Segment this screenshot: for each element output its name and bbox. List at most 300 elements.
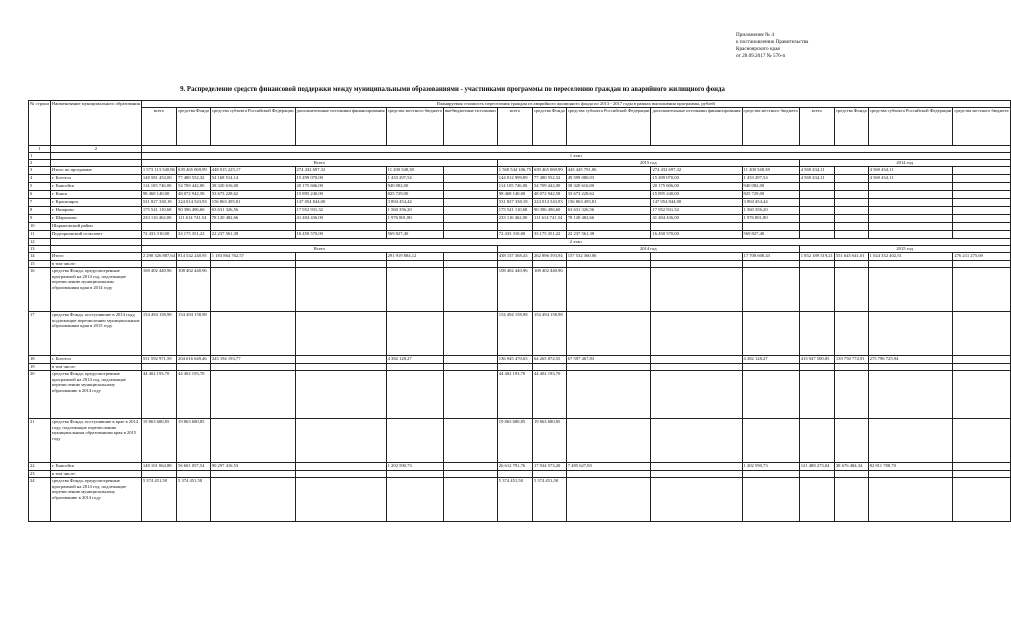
header-column: средства Фонда xyxy=(532,108,566,146)
year-label: 2014 год xyxy=(497,245,799,252)
amount-cell xyxy=(443,311,497,355)
row-number: 8 xyxy=(29,206,51,214)
amount-cell xyxy=(295,418,386,462)
amount-cell xyxy=(868,311,953,355)
amount-cell xyxy=(141,260,176,267)
amount-cell xyxy=(953,311,1010,355)
amount-cell xyxy=(443,198,497,206)
amount-cell: 72 433 310,00 xyxy=(141,230,176,238)
table-row xyxy=(29,311,1011,355)
amount-cell: 111 614 741,54 xyxy=(532,214,566,222)
amount-cell: 15 895 240,00 xyxy=(295,190,386,198)
amount-cell xyxy=(141,363,176,370)
amount-cell: 17 924 573,20 xyxy=(532,462,566,470)
amount-cell xyxy=(566,222,651,230)
amount-cell xyxy=(295,470,386,477)
amount-cell xyxy=(651,267,742,311)
header-column: всего xyxy=(141,108,176,146)
amount-cell xyxy=(443,252,497,260)
total-label: Всего xyxy=(141,245,497,252)
column-number: 1 xyxy=(29,146,51,153)
amount-cell: 531 827 338,18 xyxy=(141,198,176,206)
table-row xyxy=(29,470,1011,477)
amount-cell: 448 015 225,17 xyxy=(210,166,295,174)
row-number: 9 xyxy=(29,214,51,222)
table-row xyxy=(29,462,1011,470)
table-row xyxy=(29,182,1011,190)
amount-cell: 1 433 297,54 xyxy=(742,174,799,182)
amount-cell: 41 404 436,00 xyxy=(295,214,386,222)
amount-cell: 1 433 297,54 xyxy=(386,174,443,182)
municipality-name: Подгорновский сельсовет xyxy=(50,230,141,238)
amount-cell: 98 468 140,00 xyxy=(497,190,532,198)
amount-cell: 1 202 590,73 xyxy=(386,462,443,470)
amount-cell: 276 211 275,69 xyxy=(953,252,1010,260)
row-number: 17 xyxy=(29,311,51,355)
table-row xyxy=(29,252,1011,260)
amount-cell: 5 374 451,58 xyxy=(177,477,211,521)
stage-2-label: 2 этап xyxy=(141,238,1010,245)
municipality-name: г. Красноярск xyxy=(50,198,141,206)
amount-cell: 33 673 228,62 xyxy=(566,190,651,198)
amount-cell xyxy=(497,260,532,267)
stage-1-label: 1 этап xyxy=(141,152,1010,159)
amount-cell xyxy=(868,182,953,190)
amount-cell: 551 592 971,59 xyxy=(141,355,176,363)
amount-cell xyxy=(386,477,443,521)
amount-cell: 4 282 128,27 xyxy=(742,355,799,363)
amount-cell: 4 569 434,11 xyxy=(799,174,834,182)
amount-cell xyxy=(953,418,1010,462)
amount-cell: 639 465 069,99 xyxy=(532,166,566,174)
amount-cell: 20 175 606,00 xyxy=(295,182,386,190)
amount-cell xyxy=(295,222,386,230)
amount-cell xyxy=(651,363,742,370)
amount-cell: 16 450 570,00 xyxy=(651,230,742,238)
amount-cell xyxy=(177,260,211,267)
amount-cell xyxy=(532,260,566,267)
amount-cell xyxy=(651,477,742,521)
amount-cell xyxy=(295,311,386,355)
amount-cell: 154 494 158,98 xyxy=(532,311,566,355)
amount-cell: 940 082,00 xyxy=(386,182,443,190)
header-column: всего xyxy=(497,108,532,146)
table-row xyxy=(29,222,1011,230)
header-column: всего xyxy=(799,108,834,146)
amount-cell: 19 863 680,85 xyxy=(177,418,211,462)
amount-cell xyxy=(566,260,651,267)
amount-cell xyxy=(799,230,834,238)
amount-cell: 19 863 680,85 xyxy=(141,418,176,462)
amount-cell: 148 581 454,00 xyxy=(141,174,176,182)
amount-cell: 262 896 593,94 xyxy=(532,252,566,260)
amount-cell: 147 054 844,00 xyxy=(295,198,386,206)
amount-cell xyxy=(443,477,497,521)
appendix-line: к постановлению Правительства xyxy=(736,39,809,45)
municipality-name: Итого xyxy=(50,252,141,260)
amount-cell xyxy=(443,470,497,477)
amount-cell: 1 183 864 762,57 xyxy=(210,252,295,260)
amount-cell xyxy=(953,198,1010,206)
amount-cell: 274 432 697,32 xyxy=(651,166,742,174)
header-column: средства местного бюджета xyxy=(742,108,799,146)
amount-cell xyxy=(868,370,953,418)
amount-cell: 291 919 884,12 xyxy=(386,252,443,260)
amount-cell xyxy=(443,166,497,174)
amount-cell xyxy=(386,370,443,418)
amount-cell: 4 569 434,11 xyxy=(799,166,834,174)
amount-cell: 940 082,00 xyxy=(742,182,799,190)
row-number: 24 xyxy=(29,477,51,521)
municipality-name: г. Боготол xyxy=(50,174,141,182)
amount-cell xyxy=(953,230,1010,238)
amount-cell xyxy=(834,311,868,355)
amount-cell xyxy=(834,230,868,238)
municipality-name: г. Канск xyxy=(50,190,141,198)
amount-cell xyxy=(210,260,295,267)
amount-cell xyxy=(953,355,1010,363)
amount-cell xyxy=(799,418,834,462)
amount-cell: 343 194 193,77 xyxy=(210,355,295,363)
table-row xyxy=(29,370,1011,418)
amount-cell xyxy=(443,267,497,311)
amount-cell xyxy=(210,370,295,418)
amount-cell: 224 014 543,93 xyxy=(532,198,566,206)
amount-cell xyxy=(566,477,651,521)
amount-cell: 44 402 193,70 xyxy=(497,370,532,418)
amount-cell: 814 542 240,95 xyxy=(177,252,211,260)
total-label: Всего xyxy=(141,159,497,166)
header-column: внебюджетные источники xyxy=(443,108,497,146)
amount-cell xyxy=(868,214,953,222)
amount-cell: 16 450 570,00 xyxy=(295,230,386,238)
amount-cell: 78 120 482,66 xyxy=(210,214,295,222)
amount-cell: 4 382 128,27 xyxy=(386,355,443,363)
amount-cell xyxy=(295,355,386,363)
amount-cell xyxy=(868,260,953,267)
amount-cell xyxy=(834,190,868,198)
amount-cell xyxy=(953,174,1010,182)
row-number: 19 xyxy=(29,363,51,370)
header-column: средства Фонда xyxy=(177,108,211,146)
amount-cell: 108 402 440,96 xyxy=(141,267,176,311)
amount-cell: 11 200 548,38 xyxy=(742,166,799,174)
amount-cell xyxy=(868,230,953,238)
amount-cell xyxy=(497,470,532,477)
amount-cell xyxy=(799,182,834,190)
row-number: 1 xyxy=(29,152,51,159)
amount-cell xyxy=(953,462,1010,470)
amount-cell: 175 541 110,68 xyxy=(141,206,176,214)
amount-cell: 44 402 193,70 xyxy=(141,370,176,418)
amount-cell xyxy=(953,370,1010,418)
amount-cell xyxy=(742,260,799,267)
amount-cell xyxy=(953,260,1010,267)
row-number: 14 xyxy=(29,252,51,260)
amount-cell: 22 237 561,38 xyxy=(566,230,651,238)
amount-cell xyxy=(651,355,742,363)
appendix-note xyxy=(736,32,808,60)
table-row xyxy=(29,174,1011,182)
amount-cell: 114 105 746,00 xyxy=(141,182,176,190)
row-number: 16 xyxy=(29,267,51,311)
amount-cell: 154 494 158,98 xyxy=(141,311,176,355)
amount-cell xyxy=(868,418,953,462)
amount-cell xyxy=(210,363,295,370)
header-column: средства субъекта Российской Федерации xyxy=(210,108,295,146)
amount-cell: 569 827,40 xyxy=(386,230,443,238)
amount-cell: 3 894 454,44 xyxy=(742,198,799,206)
amount-cell: 639 465 069,99 xyxy=(177,166,211,174)
amount-cell xyxy=(566,370,651,418)
amount-cell: 114 105 746,00 xyxy=(497,182,532,190)
municipality-name: в том числе: xyxy=(50,260,141,267)
amount-cell xyxy=(177,222,211,230)
amount-cell xyxy=(953,477,1010,521)
amount-cell xyxy=(799,477,834,521)
amount-cell xyxy=(386,311,443,355)
amount-cell xyxy=(953,267,1010,311)
amount-cell: 1 852 189 519,21 xyxy=(799,252,834,260)
amount-cell xyxy=(443,190,497,198)
amount-cell xyxy=(443,363,497,370)
amount-cell xyxy=(443,260,497,267)
row-number: 20 xyxy=(29,370,51,418)
amount-cell xyxy=(210,222,295,230)
amount-cell xyxy=(177,470,211,477)
table-row xyxy=(29,198,1011,206)
amount-cell xyxy=(834,198,868,206)
amount-cell xyxy=(799,370,834,418)
municipality-name: средства Фонда, предусмотренные программой на 2014 год, подлежащие перечислению муниципальным образованиям края в 2014 году xyxy=(50,267,141,311)
amount-cell: 7 485 627,83 xyxy=(566,462,651,470)
amount-cell xyxy=(566,418,651,462)
row-number: 15 xyxy=(29,260,51,267)
amount-cell xyxy=(566,470,651,477)
amount-cell xyxy=(799,260,834,267)
row-number: 3 xyxy=(29,166,51,174)
amount-cell: 41 404 436,00 xyxy=(651,214,742,222)
row-number: 21 xyxy=(29,418,51,462)
amount-cell: 531 827 338,18 xyxy=(497,198,532,206)
amount-cell: 825 729,00 xyxy=(742,190,799,198)
amount-cell: 5 374 451,58 xyxy=(532,477,566,521)
amount-cell: 108 402 440,96 xyxy=(177,267,211,311)
row-number: 13 xyxy=(29,245,51,252)
amount-cell xyxy=(295,267,386,311)
amount-cell xyxy=(443,462,497,470)
amount-cell xyxy=(443,174,497,182)
amount-cell xyxy=(834,182,868,190)
amount-cell: 156 863 495,81 xyxy=(566,198,651,206)
table-row xyxy=(29,230,1011,238)
amount-cell xyxy=(742,418,799,462)
amount-cell: 139 750 774,91 xyxy=(834,355,868,363)
amount-cell: 44 402 193,70 xyxy=(177,370,211,418)
amount-cell: 82 811 788,70 xyxy=(868,462,953,470)
amount-cell: 156 863 495,81 xyxy=(210,198,295,206)
amount-cell xyxy=(532,222,566,230)
amount-cell: 4 569 434,11 xyxy=(868,166,953,174)
municipality-name: г. Назарово xyxy=(50,206,141,214)
table-row xyxy=(29,214,1011,222)
amount-cell xyxy=(834,222,868,230)
amount-cell xyxy=(953,166,1010,174)
municipality-name: г. Боготол xyxy=(50,355,141,363)
amount-cell: 26 612 791,76 xyxy=(497,462,532,470)
amount-cell xyxy=(141,470,176,477)
amount-cell xyxy=(443,182,497,190)
amount-cell xyxy=(651,252,742,260)
amount-cell xyxy=(177,363,211,370)
amount-cell xyxy=(742,477,799,521)
amount-cell xyxy=(799,470,834,477)
amount-cell: 569 827,40 xyxy=(742,230,799,238)
amount-cell: 108 402 440,96 xyxy=(497,267,532,311)
table-row xyxy=(29,363,1011,370)
amount-cell: 108 402 440,96 xyxy=(532,267,566,311)
amount-cell xyxy=(742,267,799,311)
year-label: 2015 год xyxy=(497,159,799,166)
amount-cell: 22 237 561,38 xyxy=(210,230,295,238)
amount-cell: 17 952 931,32 xyxy=(295,206,386,214)
amount-cell xyxy=(799,214,834,222)
amount-cell xyxy=(834,214,868,222)
amount-cell: 77 480 552,32 xyxy=(177,174,211,182)
amount-cell xyxy=(834,206,868,214)
amount-cell: 33 175 351,22 xyxy=(177,230,211,238)
amount-cell: 63 631 326,56 xyxy=(210,206,295,214)
amount-cell: 147 054 844,00 xyxy=(651,198,742,206)
amount-cell xyxy=(868,198,953,206)
amount-cell xyxy=(651,470,742,477)
table-row xyxy=(29,355,1011,363)
amount-cell xyxy=(834,174,868,182)
amount-cell: 1 024 332 402,51 xyxy=(868,252,953,260)
amount-cell: 90 396 496,60 xyxy=(532,206,566,214)
row-number: 6 xyxy=(29,190,51,198)
table-row xyxy=(29,166,1011,174)
amount-cell: 5 374 451,58 xyxy=(141,477,176,521)
amount-cell xyxy=(953,190,1010,198)
table-row xyxy=(29,260,1011,267)
header-municipality: Наименование муниципального образования xyxy=(50,101,141,146)
amount-cell: 19 863 680,85 xyxy=(532,418,566,462)
table-row xyxy=(29,477,1011,521)
header-column: средства местного бюджета xyxy=(386,108,443,146)
amount-cell: 98 468 140,00 xyxy=(141,190,176,198)
amount-cell xyxy=(386,363,443,370)
amount-cell xyxy=(799,198,834,206)
amount-cell xyxy=(443,230,497,238)
amount-cell xyxy=(443,355,497,363)
amount-cell: 15 895 240,00 xyxy=(651,190,742,198)
amount-cell xyxy=(868,470,953,477)
row-number: 18 xyxy=(29,355,51,363)
amount-cell: 90 297 416,53 xyxy=(210,462,295,470)
amount-cell: 1 568 544 106,75 xyxy=(497,166,532,174)
amount-cell xyxy=(834,260,868,267)
document-title: 9. Распределение средств финансовой поддержки между муниципальными образованиями - участниками программы по переселению граждан из аварийного жилищного фонда xyxy=(180,86,725,93)
amount-cell xyxy=(295,477,386,521)
amount-cell xyxy=(210,418,295,462)
amount-cell xyxy=(386,222,443,230)
header-planned-cost: Планируемая стоимость переселения граждан из аварийного жилищного фонда по 2013 - 2017 годы в рамках выполнения программы, рублей xyxy=(141,101,1010,108)
amount-cell: 15 499 070,00 xyxy=(295,174,386,182)
appendix-line: от 28.09.2017 № 576-п xyxy=(736,53,786,59)
amount-cell: 49 599 080,03 xyxy=(566,174,651,182)
amount-cell xyxy=(742,370,799,418)
municipality-name: Итого по программе xyxy=(50,166,141,174)
amount-cell: 17 708 608,43 xyxy=(742,252,799,260)
amount-cell: 111 614 741,54 xyxy=(177,214,211,222)
amount-cell xyxy=(834,370,868,418)
amount-cell: 825 729,00 xyxy=(386,190,443,198)
amount-cell xyxy=(566,363,651,370)
amount-cell xyxy=(497,222,532,230)
row-number: 4 xyxy=(29,174,51,182)
amount-cell xyxy=(651,311,742,355)
amount-cell: 54 709 442,00 xyxy=(532,182,566,190)
amount-cell xyxy=(295,370,386,418)
amount-cell: 77 480 552,32 xyxy=(532,174,566,182)
row-number: 7 xyxy=(29,198,51,206)
amount-cell: 148 101 064,88 xyxy=(141,462,176,470)
appendix-line: Приложение № 4 xyxy=(736,32,774,38)
amount-cell xyxy=(953,222,1010,230)
table-row xyxy=(29,267,1011,311)
header-column: средства местного бюджета xyxy=(953,108,1010,146)
amount-cell: 72 433 310,00 xyxy=(497,230,532,238)
municipality-name: г. Енисейск xyxy=(50,182,141,190)
amount-cell xyxy=(799,363,834,370)
amount-cell xyxy=(799,222,834,230)
amount-cell: 11 200 548,38 xyxy=(386,166,443,174)
amount-cell xyxy=(443,206,497,214)
amount-cell xyxy=(443,214,497,222)
municipality-name: Шарыповский район xyxy=(50,222,141,230)
amount-cell: 154 494 158,98 xyxy=(497,311,532,355)
amount-cell xyxy=(443,370,497,418)
amount-cell xyxy=(443,418,497,462)
row-number: 23 xyxy=(29,470,51,477)
header-column: дополнительные источники финансирования xyxy=(651,108,742,146)
municipality-name: в том числе: xyxy=(50,470,141,477)
amount-cell xyxy=(868,363,953,370)
header-column: средства Фонда xyxy=(834,108,868,146)
amount-cell xyxy=(742,470,799,477)
amount-cell: 38 320 616,00 xyxy=(566,182,651,190)
amount-cell xyxy=(953,363,1010,370)
amount-cell: 1 202 590,73 xyxy=(742,462,799,470)
amount-cell xyxy=(868,222,953,230)
amount-cell: 67 597 467,83 xyxy=(566,355,651,363)
amount-cell: 54 168 514,14 xyxy=(210,174,295,182)
amount-cell: 38 676 484,34 xyxy=(834,462,868,470)
row-number: 22 xyxy=(29,462,51,470)
amount-cell: 56 601 057,54 xyxy=(177,462,211,470)
amount-cell xyxy=(953,470,1010,477)
row-number: 11 xyxy=(29,230,51,238)
amount-cell: 233 116 462,00 xyxy=(497,214,532,222)
amount-cell: 144 012 999,89 xyxy=(497,174,532,182)
amount-cell xyxy=(834,418,868,462)
amount-cell: 15 499 070,00 xyxy=(651,174,742,182)
amount-cell xyxy=(497,363,532,370)
table-row xyxy=(29,206,1011,214)
municipality-name: средства Фонда, предусмотренные программой на 2014 год, подлежащие перечислению муниципальному образованию в 2014 году xyxy=(50,370,141,418)
amount-cell xyxy=(742,363,799,370)
